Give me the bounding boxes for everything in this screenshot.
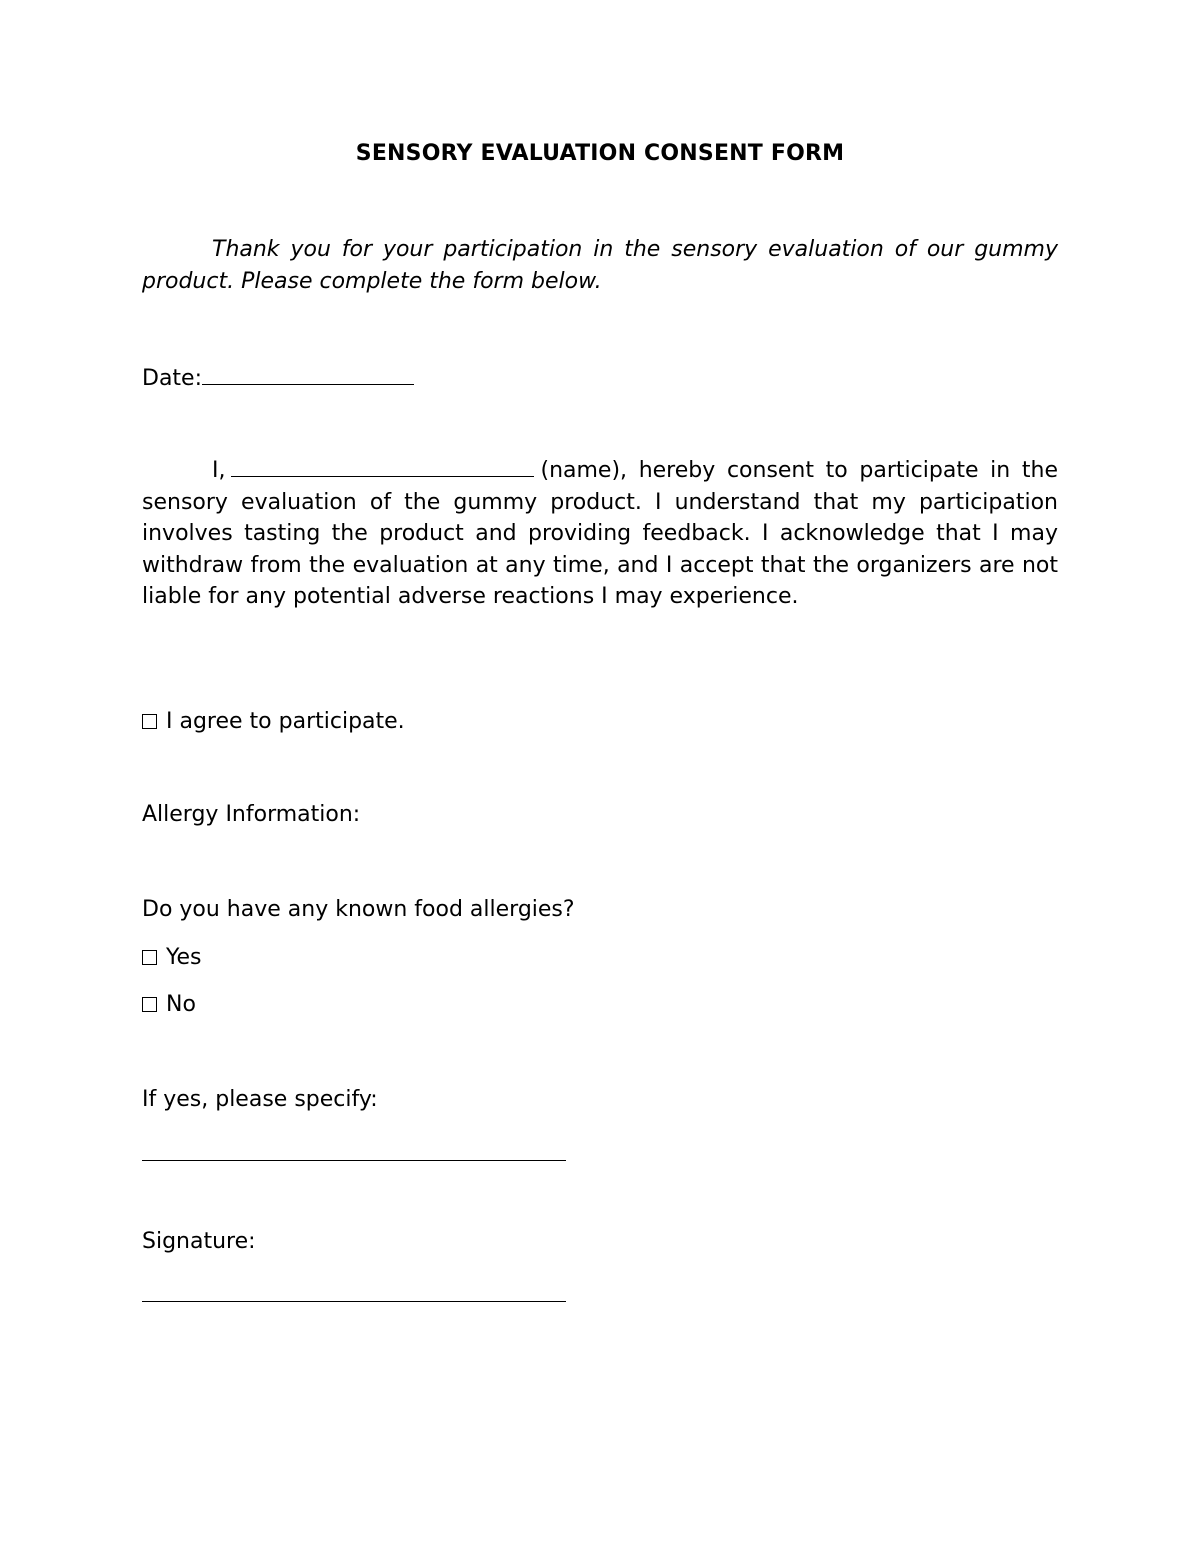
date-row [142,362,414,391]
form-title: SENSORY EVALUATION CONSENT FORM [355,141,845,166]
allergy-no-option[interactable] [142,992,196,1017]
agree-row[interactable] [142,709,405,734]
consent-prefix: I, [212,458,226,483]
yes-label: Yes [166,945,202,970]
intro-paragraph: Thank you for your participation in the sensory evaluation of our gummy product. Please complete the form below. [142,237,1058,294]
agree-checkbox[interactable] [142,714,157,729]
allergy-heading: Allergy Information: [142,802,361,827]
yes-checkbox[interactable] [142,950,157,965]
signature-label: Signature: [142,1229,256,1254]
specify-field[interactable] [142,1160,566,1161]
name-field[interactable] [231,456,534,477]
no-label: No [166,992,196,1017]
allergy-question: Do you have any known food allergies? [142,897,575,922]
date-label: Date: [142,366,202,391]
consent-text: (name), hereby consent to participate in the sensory evaluation of the gummy product. I understand that my participation involves tasting the product and providing feedback. I acknowledge that I may withdraw from the evaluation at any time, and I accept that the organizers are not liable for any potential adverse reactions I may experience. [142,458,1058,609]
allergy-yes-option[interactable] [142,945,202,970]
no-checkbox[interactable] [142,997,157,1012]
date-field[interactable] [202,362,414,385]
specify-label: If yes, please specify: [142,1087,378,1112]
consent-paragraph [142,455,1058,613]
signature-field[interactable] [142,1301,566,1302]
agree-label: I agree to participate. [166,709,405,734]
